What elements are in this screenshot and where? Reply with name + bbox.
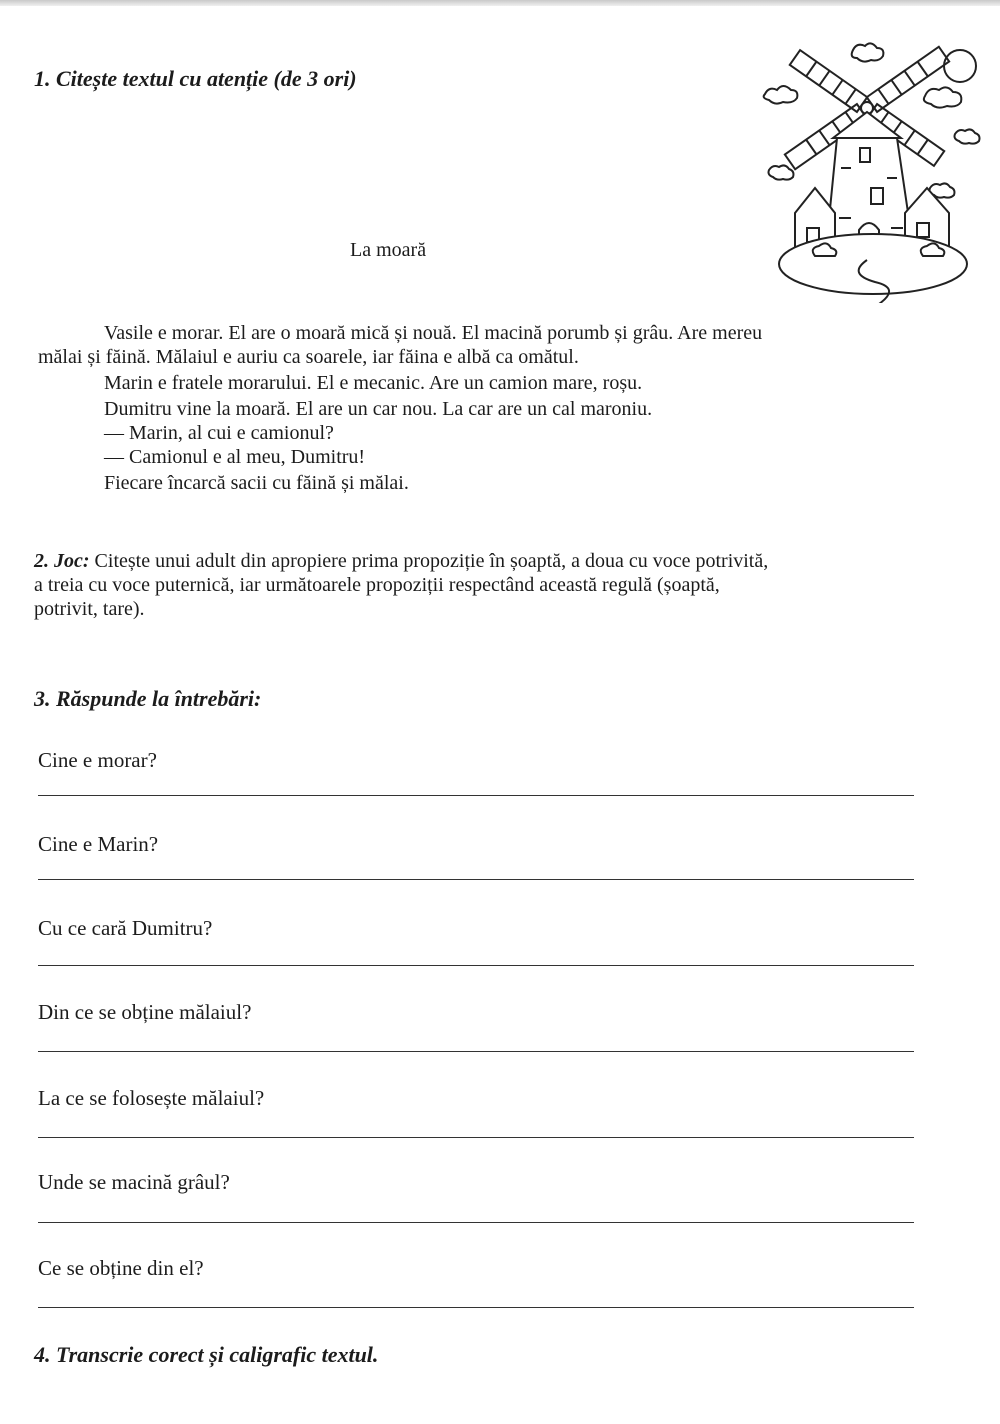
question: La ce se folosește mălaiul? bbox=[38, 1086, 265, 1110]
story-line: Fiecare încarcă sacii cu făină și mălai. bbox=[104, 472, 409, 494]
exercise-3-heading: 3. Răspunde la întrebări: bbox=[34, 686, 262, 711]
windmill-illustration bbox=[755, 38, 985, 303]
answer-line[interactable] bbox=[38, 1051, 914, 1052]
question: Ce se obține din el? bbox=[38, 1256, 204, 1280]
answer-line[interactable] bbox=[38, 1222, 914, 1223]
page-top-edge bbox=[0, 0, 1000, 6]
exercise-1-heading: 1. Citește textul cu atenție (de 3 ori) bbox=[34, 66, 357, 91]
story-line: Dumitru vine la moară. El are un car nou. La car are un cal maroniu. bbox=[104, 398, 653, 420]
question: Din ce se obține mălaiul? bbox=[38, 1000, 252, 1024]
question: Cine e Marin? bbox=[38, 832, 159, 856]
exercise-2-text: Citește unui adult din apropiere prima propoziție în șoaptă, a doua cu voce potrivită, bbox=[94, 550, 769, 572]
story-line: mălai și făină. Mălaiul e auriu ca soarele, iar făina e albă ca omătul. bbox=[38, 346, 579, 368]
answer-line[interactable] bbox=[38, 795, 914, 796]
answer-line[interactable] bbox=[38, 1137, 914, 1138]
exercise-2-text: potrivit, tare). bbox=[34, 598, 145, 620]
question: Cu ce cară Dumitru? bbox=[38, 916, 213, 940]
answer-line[interactable] bbox=[38, 965, 914, 966]
answer-line[interactable] bbox=[38, 1307, 914, 1308]
dialogue-line: — Camionul e al meu, Dumitru! bbox=[104, 446, 366, 468]
question: Unde se macină grâul? bbox=[38, 1170, 230, 1194]
story-title: La moară bbox=[350, 239, 427, 261]
story-line: Vasile e morar. El are o moară mică și nouă. El macină porumb și grâu. Are mereu bbox=[104, 322, 763, 344]
answer-line[interactable] bbox=[38, 879, 914, 880]
question: Cine e morar? bbox=[38, 748, 157, 772]
story-line: Marin e fratele morarului. El e mecanic. Are un camion mare, roșu. bbox=[104, 372, 643, 394]
exercise-2-text: a treia cu voce puternică, iar următoarele propoziții respectând această regulă (șoaptă, bbox=[34, 574, 720, 596]
exercise-2-label: 2. Joc: bbox=[34, 550, 90, 572]
exercise-4-heading: 4. Transcrie corect și caligrafic textul. bbox=[34, 1342, 379, 1367]
dialogue-line: — Marin, al cui e camionul? bbox=[104, 422, 334, 444]
exercise-2-line bbox=[34, 550, 768, 573]
